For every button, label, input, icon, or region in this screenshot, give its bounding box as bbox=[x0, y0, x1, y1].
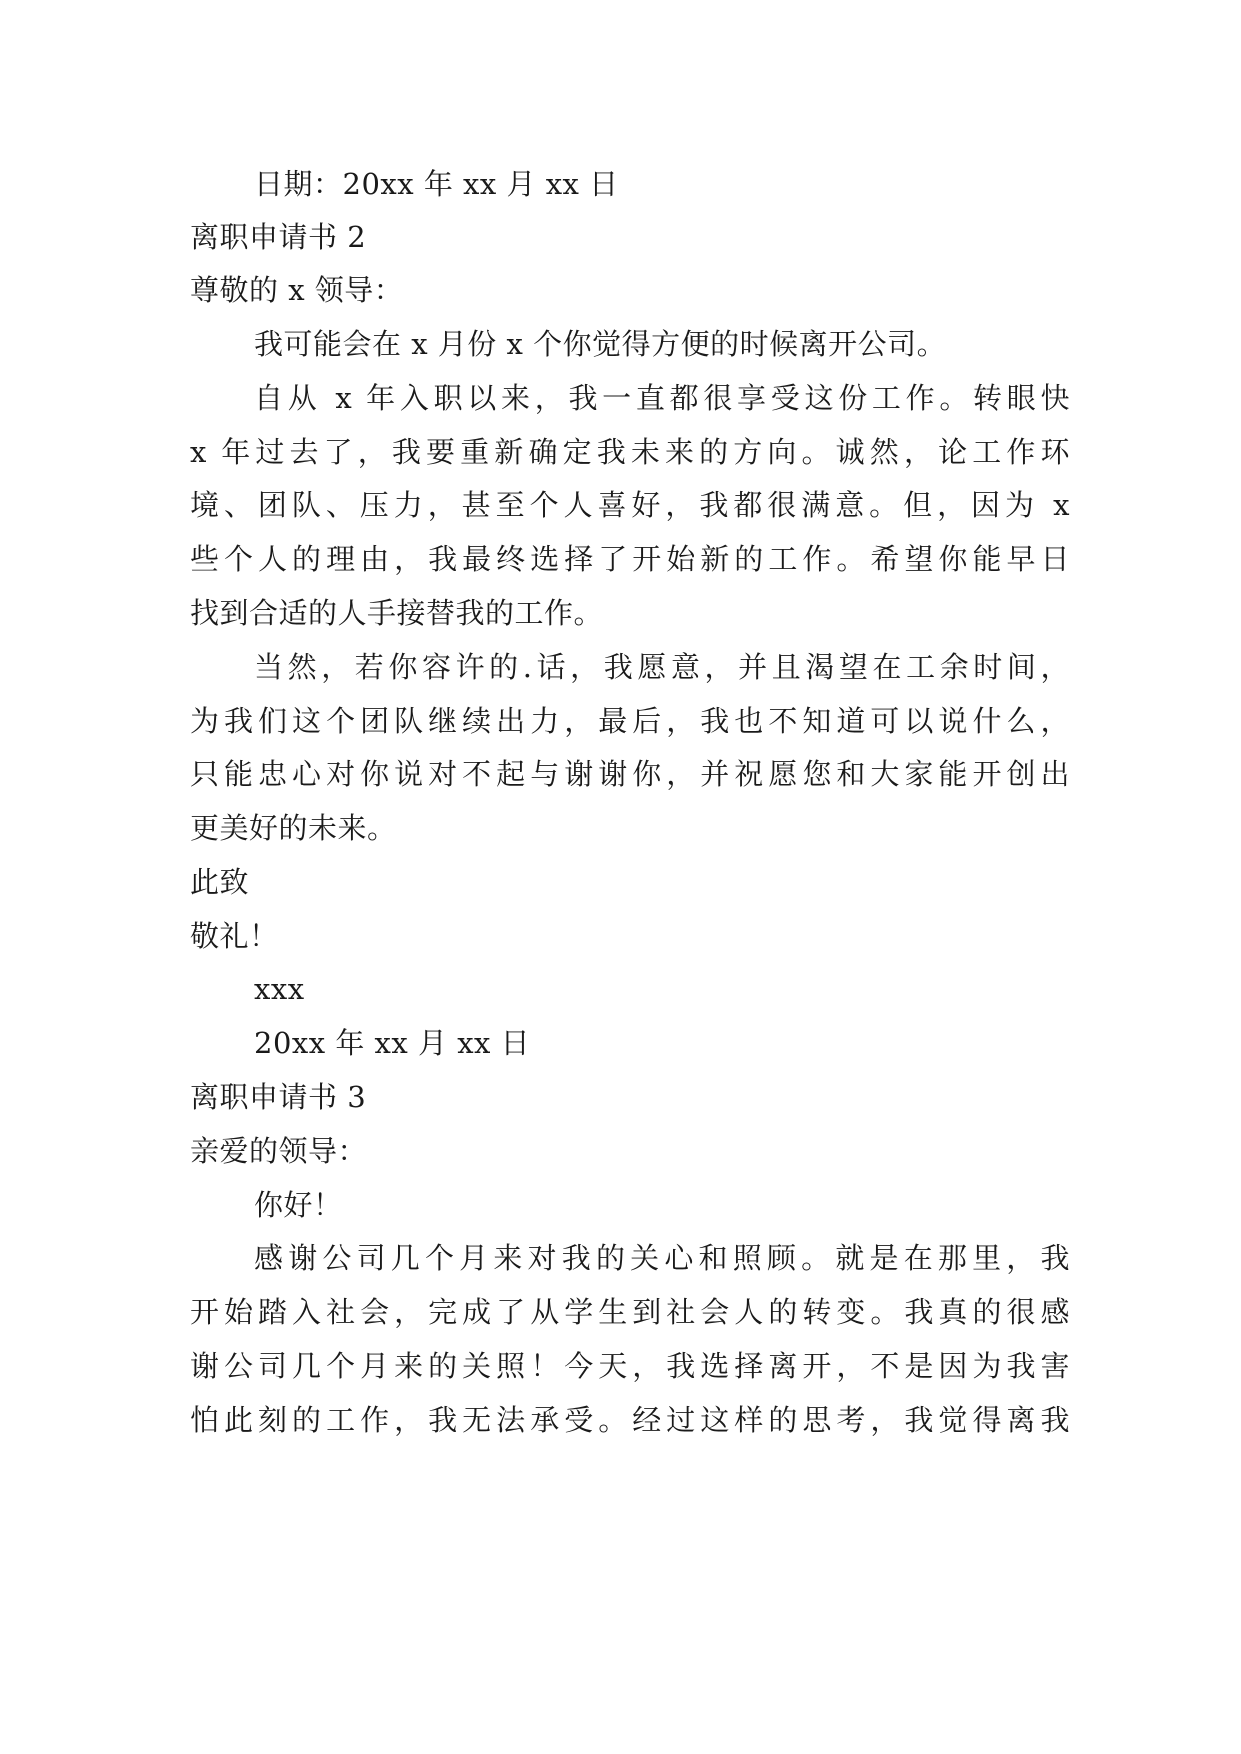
letter2-p2-line-3: 境、团队、压力，甚至个人喜好，我都很满意。但，因为 x bbox=[190, 488, 1070, 522]
letter2-signature: xxx bbox=[254, 972, 305, 1006]
letter3-title: 离职申请书 3 bbox=[190, 1080, 367, 1114]
letter2-paragraph-1: 我可能会在 x 月份 x 个你觉得方便的时候离开公司。 bbox=[254, 327, 947, 361]
letter2-salutation: 尊敬的 x 领导： bbox=[190, 273, 404, 307]
letter2-title: 离职申请书 2 bbox=[190, 220, 367, 254]
letter3-greeting: 你好！ bbox=[254, 1188, 343, 1222]
letter3-p1-line-1: 感谢公司几个月来对我的关心和照顾。就是在那里，我 bbox=[254, 1241, 1070, 1275]
letter2-p3-line-1: 当然，若你容许的.话，我愿意，并且渴望在工余时间， bbox=[254, 650, 1070, 684]
letter3-p1-line-4: 怕此刻的工作，我无法承受。经过这样的思考，我觉得离我 bbox=[190, 1403, 1070, 1437]
letter2-closing-1: 此致 bbox=[190, 865, 250, 899]
letter2-closing-2: 敬礼！ bbox=[190, 919, 279, 953]
letter2-p2-line-4: 些个人的理由，我最终选择了开始新的工作。希望你能早日 bbox=[190, 542, 1070, 576]
letter2-p3-line-4: 更美好的未来。 bbox=[190, 811, 397, 845]
letter3-p1-line-2: 开始踏入社会，完成了从学生到社会人的转变。我真的很感 bbox=[190, 1295, 1070, 1329]
letter2-p2-line-1: 自从 x 年入职以来，我一直都很享受这份工作。转眼快 bbox=[254, 381, 1070, 415]
letter2-date: 20xx 年 xx 月 xx 日 bbox=[254, 1026, 531, 1060]
letter2-p2-line-5: 找到合适的人手接替我的工作。 bbox=[190, 596, 604, 630]
letter3-p1-line-3: 谢公司几个月来的关照！今天，我选择离开，不是因为我害 bbox=[190, 1349, 1070, 1383]
letter3-salutation: 亲爱的领导： bbox=[190, 1134, 368, 1168]
letter2-p3-line-3: 只能忠心对你说对不起与谢谢你，并祝愿您和大家能开创出 bbox=[190, 757, 1070, 791]
letter2-p2-line-2: x 年过去了，我要重新确定我未来的方向。诚然，论工作环 bbox=[190, 435, 1070, 469]
date-line: 日期：20xx 年 xx 月 xx 日 bbox=[254, 167, 619, 201]
letter2-p3-line-2: 为我们这个团队继续出力，最后，我也不知道可以说什么， bbox=[190, 704, 1070, 738]
